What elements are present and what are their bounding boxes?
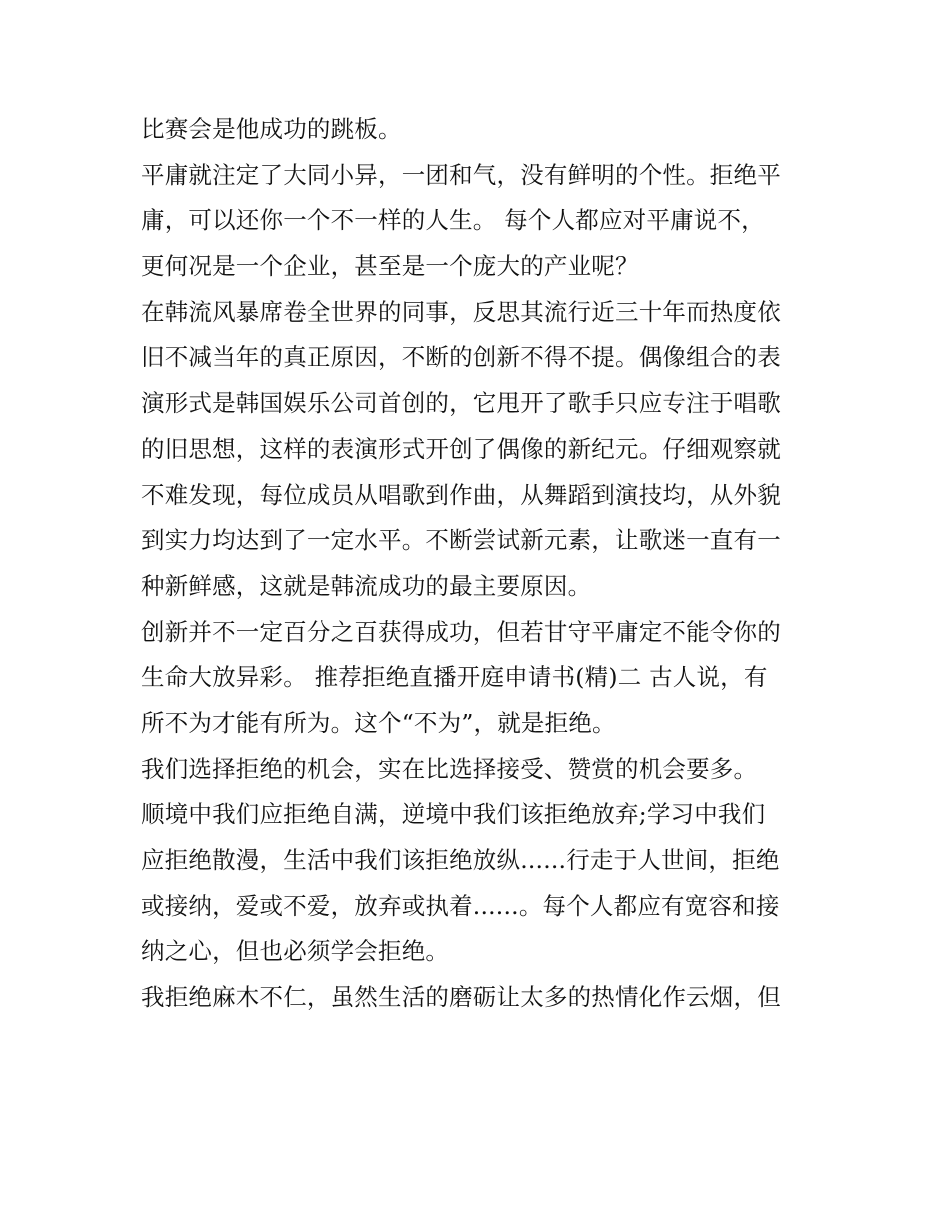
- text-line: 所不为才能有所为。这个“不为”，就是拒绝。: [141, 708, 616, 737]
- text-line: 在韩流风暴席卷全世界的同事，反思其流行近三十年而热度依: [141, 297, 781, 326]
- text-line: 我们选择拒绝的机会，实在比选择接受、赞赏的机会要多。: [141, 754, 758, 783]
- text-line: 不难发现，每位成员从唱歌到作曲，从舞蹈到演技均，从外貌: [141, 480, 781, 509]
- text-line: 庸，可以还你一个不一样的人生。 每个人都应对平庸说不，: [141, 206, 765, 235]
- text-line: 到实力均达到了一定水平。不断尝试新元素，让歌迷一直有一: [141, 526, 781, 555]
- text-line: 种新鲜感，这就是韩流成功的最主要原因。: [141, 571, 592, 600]
- document-body: [141, 107, 821, 1021]
- text-line: 平庸就注定了大同小异，一团和气，没有鲜明的个性。拒绝平: [141, 160, 781, 189]
- text-line: 顺境中我们应拒绝自满，逆境中我们该拒绝放弃;学习中我们: [141, 800, 766, 829]
- text-line: 创新并不一定百分之百获得成功，但若甘守平庸定不能令你的: [141, 617, 781, 646]
- text-line: 我拒绝麻木不仁，虽然生活的磨砺让太多的热情化作云烟，但: [141, 983, 781, 1012]
- text-line: 旧不减当年的真正原因，不断的创新不得不提。偶像组合的表: [141, 343, 781, 372]
- text-line: 更何况是一个企业，甚至是一个庞大的产业呢？: [141, 252, 639, 281]
- text-line: 演形式是韩国娱乐公司首创的，它甩开了歌手只应专注于唱歌: [141, 389, 781, 418]
- text-line: 或接纳，爱或不爱，放弃或执着......。每个人都应有宽容和接: [141, 891, 780, 920]
- text-line: 比赛会是他成功的跳板。: [141, 115, 402, 143]
- text-line: 的旧思想，这样的表演形式开创了偶像的新纪元。仔细观察就: [141, 434, 781, 463]
- text-line: 生命大放异彩。 推荐拒绝直播开庭申请书(精)二 古人说，有: [141, 663, 768, 692]
- text-line: 应拒绝散漫，生活中我们该拒绝放纵......行走于人世间，拒绝: [141, 846, 780, 874]
- text-line: 纳之心，但也必须学会拒绝。: [141, 937, 450, 966]
